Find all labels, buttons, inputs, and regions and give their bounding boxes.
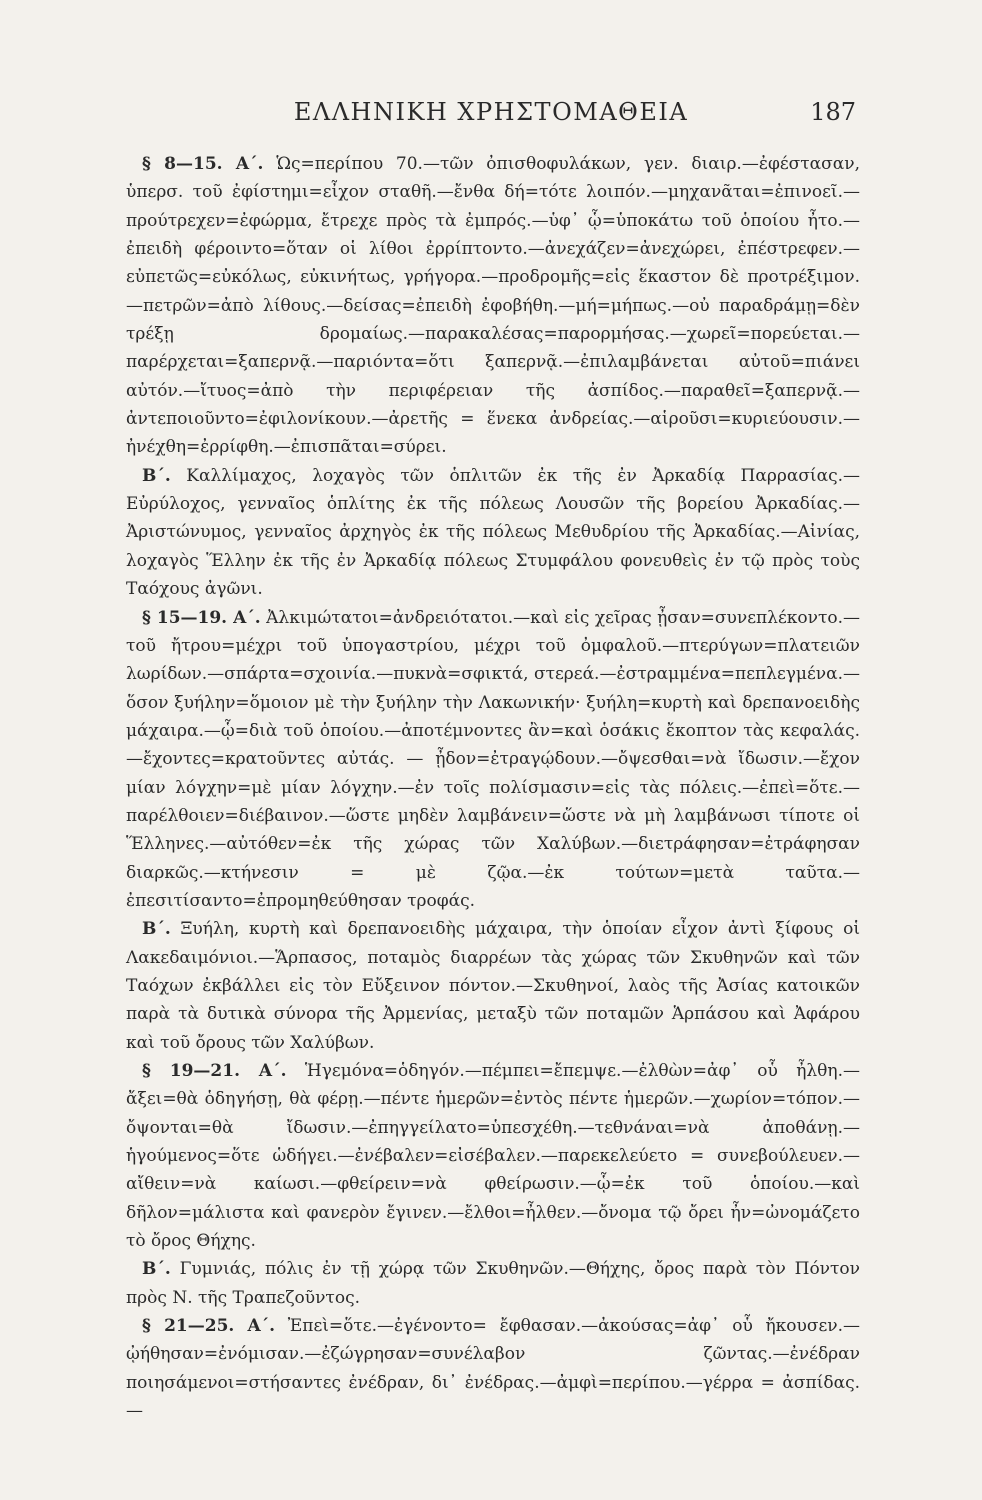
- paragraph-19-21-a: [126, 1057, 860, 1255]
- section-marker: Β΄.: [142, 465, 171, 486]
- paragraph-text: Καλλίμαχος, λοχαγὸς τῶν ὁπλιτῶν ἐκ τῆς ἐν Ἀρκαδίᾳ Παρρασίας.—Εὐρύλοχος, γενναῖος ὁπλίτης ἐκ τῆς πόλεως Λουσῶν τῆς βορείου Ἀρκαδίας.—Ἀριστώνυμος, γενναῖος ἀρχηγὸς ἐκ τῆς πόλεως Μεθυδρίου τῆς Ἀρκαδίας.—Αἰνίας, λοχαγὸς Ἕλλην ἐκ τῆς ἐν Ἀρκαδίᾳ πόλεως Στυμφάλου φονευθεὶς ἐν τῷ πρὸς τοὺς Ταόχους ἀγῶνι.: [126, 465, 860, 600]
- paragraph-text: Ἐπεὶ=ὅτε.—ἐγένοντο= ἔφθασαν.—ἀκούσας=ἀφ᾽ οὗ ἤκουσεν.—ᾠήθησαν=ἐνόμισαν.—ἐζώγρησαν=συνέλαβον ζῶντας.—ἐνέδραν ποιησάμενοι=στήσαντες ἐνέδραν, δι᾽ ἐνέδρας.—ἀμφὶ=περίπου.—γέρρα = ἀσπίδας.—: [126, 1316, 860, 1422]
- section-marker: § 15—19. Α΄.: [142, 607, 261, 628]
- paragraph-8-15-b: [126, 462, 860, 604]
- section-marker: § 8—15. Α΄.: [142, 154, 264, 174]
- paragraph-text: Ξυήλη, κυρτὴ καὶ δρεπανοειδὴς μάχαιρα, τὴν ὁποίαν εἶχον ἀντὶ ξίφους οἱ Λακεδαιμόνιοι.—Ἅρπασος, ποταμὸς διαρρέων τὰς χώρας τῶν Σκυθηνῶν καὶ τῶν Ταόχων ἐκβάλλει εἰς τὸν Εὔξεινον πόντον.—Σκυθηνοί, λαὸς τῆς Ἀσίας κατοικῶν παρὰ τὰ δυτικὰ σύνορα τῆς Ἀρμενίας, μεταξὺ τῶν ποταμῶν Ἁρπάσου καὶ Ἀφάρου καὶ τοῦ ὄρους τῶν Χαλύβων.: [126, 919, 860, 1053]
- section-marker: § 19—21. Α΄.: [142, 1061, 287, 1081]
- section-marker: Β΄.: [142, 919, 171, 940]
- paragraph-15-19-b: [126, 915, 860, 1057]
- paragraph-text: Γυμνιάς, πόλις ἐν τῇ χώρᾳ τῶν Σκυθηνῶν.—Θήχης, ὄρος παρὰ τὸν Πόντον πρὸς Ν. τῆς Τραπεζοῦντος.: [126, 1259, 860, 1308]
- paragraph-19-21-b: [126, 1255, 860, 1312]
- commentary-text: [126, 150, 860, 1425]
- section-marker: § 21—25. Α΄.: [142, 1316, 276, 1337]
- section-marker: Β΄.: [142, 1259, 171, 1280]
- paragraph-text: Ἡγεμόνα=ὁδηγόν.—πέμπει=ἔπεμψε.—ἐλθὼν=ἀφ᾽ οὗ ἦλθη.—ἄξει=θὰ ὁδηγήσῃ, θὰ φέρῃ.—πέντε ἡμερῶν=ἐντὸς πέντε ἡμερῶν.—χωρίον=τόπον.—ὄψονται=θὰ ἴδωσιν.—ἐπηγγείλατο=ὑπεσχέθη.—τεθνάναι=νὰ ἀποθάνῃ.—ἡγούμενος=ὅτε ὡδήγει.—ἐνέβαλεν=εἰσέβαλεν.—παρεκελεύετο = συνεβούλευεν.—αἴθειν=νὰ καίωσι.—φθείρειν=νὰ φθείρωσιν.—ᾧ=ἐκ τοῦ ὁποίου.—καὶ δῆλον=μάλιστα καὶ φανερὸν ἔγινεν.—ἔλθοι=ἦλθεν.—ὄνομα τῷ ὄρει ἦν=ὠνομάζετο τὸ ὄρος Θήχης.: [126, 1061, 860, 1252]
- paragraph-21-25-a: [126, 1312, 860, 1425]
- page-header: [0, 98, 982, 138]
- page-number: 187: [810, 98, 856, 126]
- paragraph-text: Ἀλκιμώτατοι=ἀνδρειότατοι.—καὶ εἰς χεῖρας ᾖσαν=συνεπλέκοντο.—τοῦ ἤτρου=μέχρι τοῦ ὑπογαστρίου, μέχρι τοῦ ὀμφαλοῦ.—πτερύγων=πλατειῶν λωρίδων.—σπάρτα=σχοινία.—πυκνὰ=σφικτά, στερεά.—ἐστραμμένα=πεπλεγμένα.—ὅσον ξυήλην=ὅμοιον μὲ τὴν ξυήλην τὴν Λακωνικήν· ξυήλη=κυρτὴ καὶ δρεπανοειδὴς μάχαιρα.—ᾧ=διὰ τοῦ ὁποίου.—ἀποτέμνοντες ἂν=καὶ ὁσάκις ἔκοπτον τὰς κεφαλάς.—ἔχοντες=κρατοῦντες αὐτάς. — ᾖδον=ἐτραγῴδουν.—ὄψεσθαι=νὰ ἴδωσιν.—ἔχον μίαν λόγχην=μὲ μίαν λόγχην.—ἐν τοῖς πολίσμασιν=εἰς τὰς πόλεις.—ἐπεὶ=ὅτε.—παρέλθοιεν=διέβαινον.—ὥστε μηδὲν λαμβάνειν=ὥστε νὰ μὴ λαμβάνωσι τίποτε οἱ Ἕλληνες.—αὐτόθεν=ἐκ τῆς χώρας τῶν Χαλύβων.—διετράφησαν=ἐτράφησαν διαρκῶς.—κτήνεσιν = μὲ ζῷα.—ἐκ τούτων=μετὰ ταῦτα.—ἐπεσιτίσαντο=ἐπρομηθεύθησαν τροφάς.: [126, 607, 860, 911]
- running-title: ΕΛΛΗΝΙΚΗ ΧΡΗΣΤΟΜΑΘΕΙΑ: [293, 98, 689, 126]
- paragraph-8-15-a: [126, 150, 860, 462]
- paragraph-text: Ὡς=περίπου 70.—τῶν ὀπισθοφυλάκων, γεν. διαιρ.—ἐφέστασαν, ὑπερσ. τοῦ ἐφίστημι=εἶχον σταθῆ.—ἔνθα δή=τότε λοιπόν.—μηχανᾶται=ἐπινοεῖ.—προύτρεχεν=ἐφώρμα, ἔτρεχε πρὸς τὰ ἐμπρός.—ὑφ᾽ ᾧ=ὑποκάτω τοῦ ὁποίου ἦτο.—ἐπειδὴ φέροιντο=ὅταν οἱ λίθοι ἐρρίπτοντο.—ἀνεχάζεν=ἀνεχώρει, ἐπέστρεφεν.—εὐπετῶς=εὐκόλως, εὐκινήτως, γρήγορα.—προδρομῆς=εἰς ἕκαστον δὲ προτρέξιμον.—πετρῶν=ἀπὸ λίθους.—δείσας=ἐπειδὴ ἐφοβήθη.—μή=μήπως.—οὐ παραδράμῃ=δὲν τρέξῃ δρομαίως.—παρακαλέσας=παρορμήσας.—χωρεῖ=πορεύεται.—παρέρχεται=ξαπερνᾷ.—παριόντα=ὅτι ξαπερνᾷ.—ἐπιλαμβάνεται αὐτοῦ=πιάνει αὐτόν.—ἴτυος=ἀπὸ τὴν περιφέρειαν τῆς ἀσπίδος.—παραθεῖ=ξαπερνᾷ.—ἀντεποιοῦντο=ἐφιλονίκουν.—ἀρετῆς = ἕνεκα ἀνδρείας.—αἱροῦσι=κυριεύουσιν.—ἠνέχθη=ἐρρίφθη.—ἐπισπᾶται=σύρει.: [126, 154, 860, 458]
- paragraph-15-19-a: [126, 604, 860, 916]
